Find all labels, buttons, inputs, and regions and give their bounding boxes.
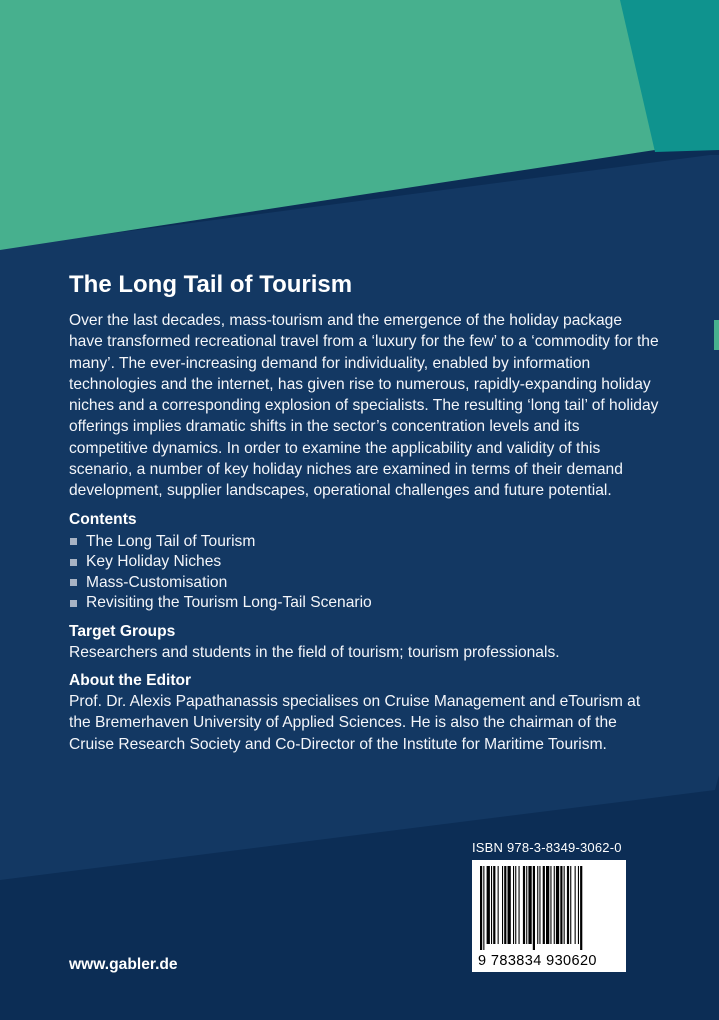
target-groups-heading: Target Groups	[69, 622, 176, 640]
about-editor-text: Prof. Dr. Alexis Papathanassis specialises on Cruise Management and eTourism at the Bremerhaven University of Applied Sciences. He is also the chairman of the Cruise Research Society and Co-Director of the Institute for Maritime Tourism.	[69, 692, 641, 753]
barcode	[472, 860, 626, 972]
contents-item-label: Revisiting the Tourism Long-Tail Scenario	[86, 594, 372, 612]
contents-heading: Contents	[69, 510, 137, 528]
back-cover-content	[69, 270, 659, 755]
side-tab-marker	[714, 320, 719, 350]
contents-list	[69, 532, 659, 614]
square-bullet-icon	[70, 559, 77, 566]
contents-item-label: Mass-Customisation	[86, 573, 228, 591]
barcode-digits: 9 783834 930620	[478, 953, 597, 969]
contents-item-label: Key Holiday Niches	[86, 553, 222, 571]
about-editor-section	[69, 671, 659, 755]
list-item	[69, 552, 659, 573]
square-bullet-icon	[70, 600, 77, 607]
list-item	[69, 593, 659, 614]
barcode-bars-icon	[480, 866, 618, 950]
square-bullet-icon	[70, 538, 77, 545]
book-description: Over the last decades, mass-tourism and the emergence of the holiday package have transformed recreational travel from a ‘luxury for the few’ to a ‘commodity for the many’. The ever-increasing demand for individuality, enabled by information technologies and the internet, has given rise to numerous, rapidly-expanding holiday niches and a corresponding explosion of specialists. The resulting ‘long tail’ of holiday offerings implies dramatic shifts in the sector’s concentration levels and its competitive dynamics. In order to examine the applicability and validity of this scenario, a number of key holiday niches are examined in terms of their demand development, supplier landscapes, operational challenges and future potential.	[69, 312, 659, 500]
isbn-label: ISBN 978-3-8349-3062-0	[472, 840, 622, 855]
website-link[interactable]: www.gabler.de	[69, 956, 178, 973]
book-title: The Long Tail of Tourism	[69, 271, 353, 298]
list-item	[69, 573, 659, 594]
contents-item-label: The Long Tail of Tourism	[86, 532, 256, 550]
target-groups-section	[69, 622, 659, 663]
about-editor-heading: About the Editor	[69, 671, 192, 689]
contents-section	[69, 510, 659, 614]
list-item	[69, 532, 659, 553]
square-bullet-icon	[70, 579, 77, 586]
target-groups-text: Researchers and students in the field of tourism; tourism professionals.	[69, 643, 560, 661]
